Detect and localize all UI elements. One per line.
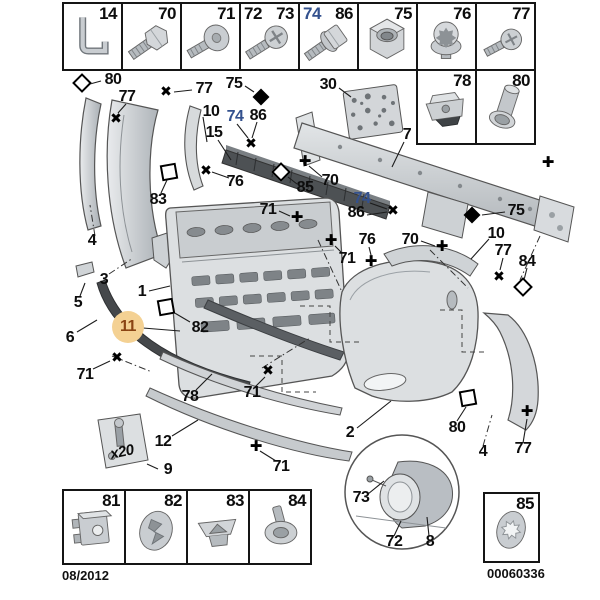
fastener-marker-icon (160, 163, 179, 182)
part-number: 86 (335, 4, 353, 23)
legend-box-14[interactable] (62, 2, 123, 71)
part-number: 70 (158, 4, 176, 23)
legend-box-72-73[interactable] (239, 2, 300, 71)
fastener-marker-icon (299, 154, 312, 170)
fastener-marker-icon (245, 136, 257, 152)
legend-box-70[interactable] (121, 2, 182, 71)
fastener-marker-icon (262, 363, 274, 379)
part-number-label[interactable]: 85 (296, 179, 314, 196)
part-number-label[interactable]: 76 (226, 173, 244, 190)
part-number: 75 (394, 4, 412, 23)
part-number-label[interactable]: 11 (112, 311, 144, 343)
fastener-marker-icon (365, 254, 378, 270)
part-number: 72 (244, 4, 262, 23)
part-number-label[interactable]: 78 (181, 388, 199, 405)
legend-box-74-86[interactable] (298, 2, 359, 71)
part-number-label[interactable]: 80 (448, 419, 466, 436)
legend-box-71[interactable] (180, 2, 241, 71)
fastener-marker-icon (157, 298, 176, 317)
part-number-label[interactable]: 70 (401, 231, 419, 248)
legend-box-78[interactable] (416, 69, 477, 145)
fastener-marker-icon (459, 389, 478, 408)
part-number: 74 (303, 4, 321, 23)
part-number-label[interactable]: 84 (518, 253, 536, 270)
part-number-label[interactable]: 72 (385, 533, 403, 550)
part-number: 14 (99, 4, 117, 23)
part-number-label[interactable]: 71 (76, 366, 94, 383)
part-number-label[interactable]: 10 (487, 225, 505, 242)
part-number: 73 (276, 4, 294, 23)
part-number: 81 (102, 491, 120, 510)
part-number: 80 (512, 71, 530, 90)
part-number: 77 (512, 4, 530, 23)
part-number-label[interactable]: 77 (195, 80, 213, 97)
part-number-label[interactable]: 12 (154, 433, 172, 450)
part-number: 76 (453, 4, 471, 23)
part-number-label[interactable]: 71 (338, 250, 356, 267)
part-number-label[interactable]: 15 (205, 124, 223, 141)
fastener-marker-icon (291, 210, 304, 226)
legend-box-80[interactable] (475, 69, 536, 145)
part-number-label[interactable]: 74 (226, 108, 244, 125)
legend-box-77[interactable] (475, 2, 536, 71)
fastener-marker-icon (325, 233, 338, 249)
fastener-marker-icon (111, 350, 123, 366)
fastener-marker-icon (521, 404, 534, 420)
part-number-label[interactable]: 75 (507, 202, 525, 219)
part-number-label[interactable]: 3 (99, 271, 109, 288)
part-number-label[interactable]: 7 (402, 126, 412, 143)
part-number-label[interactable]: 4 (87, 232, 97, 249)
part-number-label[interactable]: 71 (259, 201, 277, 218)
footer-date: 08/2012 (62, 568, 109, 583)
part-number-label[interactable]: 76 (358, 231, 376, 248)
fastener-marker-icon (436, 239, 449, 255)
legend-box-83[interactable] (186, 489, 250, 565)
fastener-marker-icon (250, 439, 263, 455)
legend-box-75[interactable] (357, 2, 418, 71)
part-number-label[interactable]: 86 (347, 204, 365, 221)
part-number-label[interactable]: 75 (225, 75, 243, 92)
part-number: 78 (453, 71, 471, 90)
part-number-label[interactable]: 86 (249, 107, 267, 124)
part-number: 82 (164, 491, 182, 510)
part-number-label[interactable]: 73 (352, 489, 370, 506)
part-number-label[interactable]: 82 (191, 319, 209, 336)
part-number: 85 (516, 494, 534, 513)
part-number-label[interactable]: 8 (425, 533, 435, 550)
legend-box-84[interactable] (248, 489, 312, 565)
part-number: 84 (288, 491, 306, 510)
part-number-label[interactable]: 71 (243, 384, 261, 401)
part-number-label[interactable]: 80 (104, 71, 122, 88)
legend-box-76[interactable] (416, 2, 477, 71)
part-number-label[interactable]: 2 (345, 424, 355, 441)
part-number-label[interactable]: 74 (353, 190, 371, 207)
fastener-marker-icon (160, 84, 172, 100)
part-number-label[interactable]: 5 (73, 294, 83, 311)
part-number-label[interactable]: 70 (321, 172, 339, 189)
part-number-label[interactable]: 30 (319, 76, 337, 93)
part-number: 83 (226, 491, 244, 510)
part-number: 71 (217, 4, 235, 23)
fastener-marker-icon (110, 111, 122, 127)
part-number-label[interactable]: 4 (478, 443, 488, 460)
part-number-label[interactable]: 10 (202, 103, 220, 120)
part-number-label[interactable]: 83 (149, 191, 167, 208)
legend-box-81[interactable] (62, 489, 126, 565)
part-number-label[interactable]: 71 (272, 458, 290, 475)
part-number-label[interactable]: 9 (163, 461, 173, 478)
part-number-label[interactable]: 6 (65, 329, 75, 346)
fastener-marker-icon (200, 163, 212, 179)
footer-doc-number: 00060336 (487, 566, 545, 581)
legend-box-85[interactable] (483, 492, 540, 563)
fastener-marker-icon (542, 155, 555, 171)
part-number-label[interactable]: 1 (137, 283, 147, 300)
part-number-label[interactable]: 77 (514, 440, 532, 457)
part-number-label[interactable]: x20 (108, 441, 136, 463)
part-number-label[interactable]: 77 (118, 88, 136, 105)
fastener-marker-icon (493, 269, 505, 285)
part-number-label[interactable]: 77 (494, 242, 512, 259)
fastener-marker-icon (387, 203, 399, 219)
legend-box-82[interactable] (124, 489, 188, 565)
